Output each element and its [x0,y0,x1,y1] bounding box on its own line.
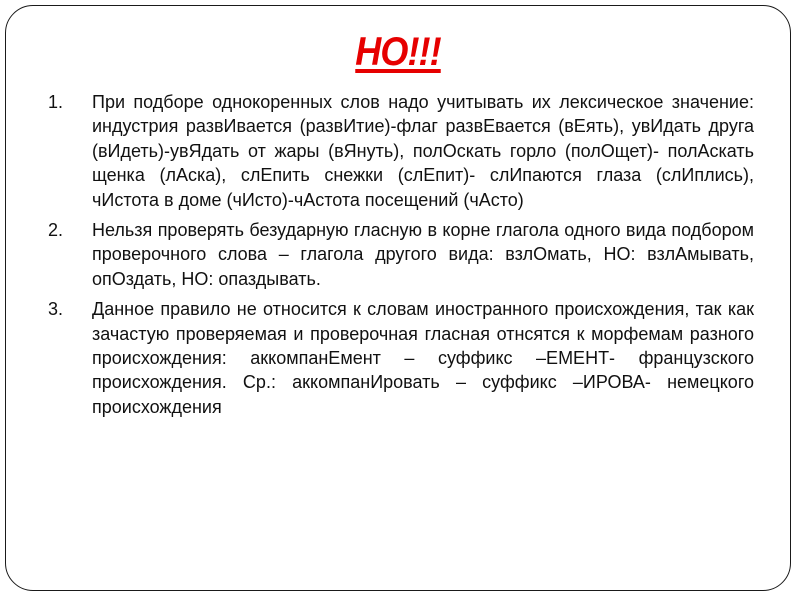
list-text: Нельзя проверять безударную гласную в корне глагола одного вида подбором проверочного слова – глагола другого вида: взлОмать, НО: взлАмывать, опОздать, НО: опаздывать. [92,220,754,289]
list-number: 3. [48,299,64,320]
list-number: 1. [48,92,64,112]
list-number: 2. [48,220,64,241]
list-item-2 [46,218,754,291]
list-item-1 [46,90,754,212]
list-text: Данное правило не относится к словам иностранного происхождения, так как зачастую проверяемая и проверочная гласная отнсятся к морфемам разного происхождения: аккомпанЕмент – суффикс –ЕМЕНТ- французского происхождения. Ср.: аккомпанИровать – суффикс –ИРОВА- немецкого происхождения [92,299,754,417]
list-text: При подборе однокоренных слов надо учитывать их лексическое значение: индустрия развИвается (развИтие)-флаг развЕвается (вЕять), увИдать друга (вИдеть)-увЯдать от жары (вЯнуть), полОскать горло (полОщет)- полАскать щенка (лАска), слЕпить снежки (слЕпит)- слИпаются глаза (слИплись), чИстота в доме (чИсто)-чАстота посещений (чАсто) [92,92,754,210]
rules-list [46,90,754,425]
slide-title: НО!!! [355,30,441,74]
list-item-3 [46,297,754,419]
